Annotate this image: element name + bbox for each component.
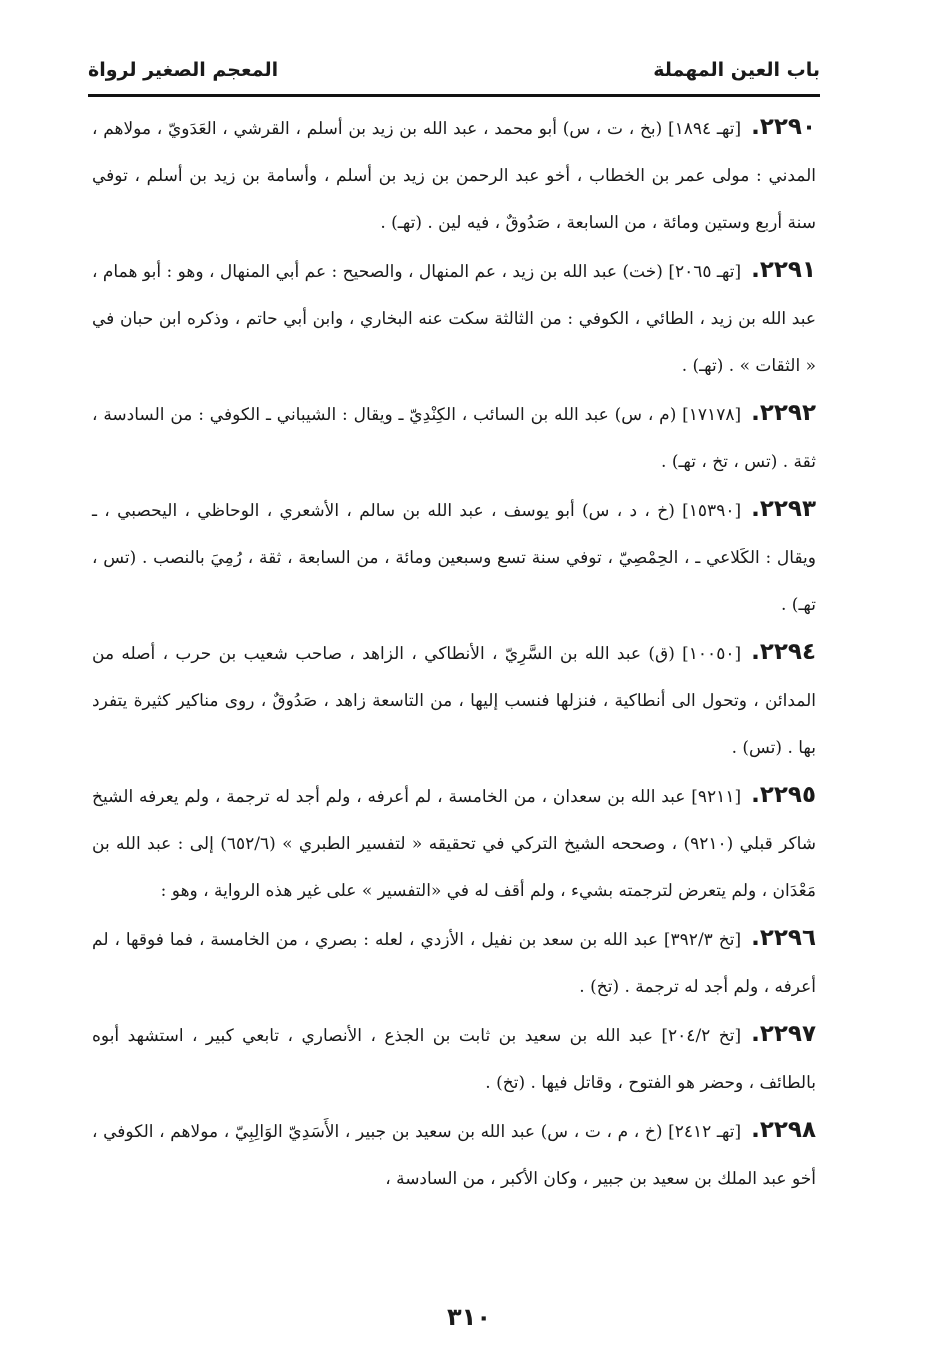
entry-text: [١٠٠٥٠] (ق) عبد الله بن السَّرِيّ ، الأنطاكي ، الزاهد ، صاحب شعيب بن حرب ، أصله من المدائن ، وتحول الى أنطاكية ، فنزلها فنسب إليها ، من التاسعة زاهد ، صَدُوقٌ ، روى مناكير كثيرة يتفرد بها . (تس) . [92,644,816,758]
chapter-title: باب العين المهملة [653,59,820,81]
entry-text: [تهـ ١٨٩٤] (بخ ، ت ، س) أبو محمد ، عبد الله بن زيد بن أسلم ، القرشي ، العَدَويّ ، مولاهم ، المدني : مولى عمر بن الخطاب ، أخو عبد الرحمن بن زيد بن أسلم ، وأسامة بن زيد بن أسلم ، توفي سنة أربع وستين ومائة ، من السابعة ، صَدُوقٌ ، فيه لين . (تهـ) . [92,119,816,233]
entry-2294 [92,629,816,772]
entry-number: ٢٢٩٦. [751,925,817,951]
entry-2296 [92,915,816,1011]
entry-number: ٢٢٩٣. [751,496,816,522]
entry-number: ٢٢٩١. [751,257,816,283]
entries-body [92,104,816,1203]
entry-2297 [92,1011,816,1107]
entry-2293 [92,486,816,629]
page-number: ٣١٠ [447,1303,491,1331]
entry-number: ٢٢٩٨. [751,1117,816,1143]
entry-text: [١٥٣٩٠] (خ ، د ، س) أبو يوسف ، عبد الله بن سالم ، الأشعري ، الوحاظي ، اليحصبي ، ـ ويقال : الكَلاعي ـ ، الحِمْصِيّ ، توفي سنة تسع وسبعين ومائة ، من السابعة ، ثقة ، رُمِيَ بالنصب . (تس ، تهـ) . [92,501,816,615]
entry-text: [تهـ ٢٠٦٥] (خت) عبد الله بن زيد ، عم المنهال ، والصحيح : عم أبي المنهال ، وهو : أبو همام ، عبد الله بن زيد ، الطائي ، الكوفي : من الثالثة سكت عنه البخاري ، وابن أبي حاتم ، وذكره ابن حبان في « الثقات » . (تهـ) . [92,262,816,376]
entry-text: [تخ ٣٩٢/٣] عبد الله بن سعد بن نفيل ، الأزدي ، لعله : بصري ، من الخامسة ، فما فوقها ، لم أعرفه ، ولم أجد له ترجمة . (تخ) . [92,930,816,997]
entry-text: [تخ ٢٠٤/٢] عبد الله بن سعيد بن ثابت بن الجذع ، الأنصاري ، تابعي كبير ، استشهد أبوه بالطائف ، وحضر هو الفتوح ، وقاتل فيها . (تخ) . [92,1026,816,1093]
header-rule [88,94,820,97]
entry-2298 [92,1107,816,1203]
book-title: المعجم الصغير لرواة [88,59,279,81]
entry-2295 [92,772,816,915]
entry-number: ٢٢٩٥. [751,782,816,808]
entry-2290 [92,104,816,247]
entry-text: [٩٢١١] عبد الله بن سعدان ، من الخامسة ، لم أعرفه ، ولم أجد له ترجمة ، ولم يعرفه الشيخ شاكر قبلي (٩٢١٠) ، وصححه الشيخ التركي في تحقيقه « لتفسير الطبري » (٦٥٢/٦) إلى : عبد الله بن مَعْدَان ، ولم يتعرض لترجمته بشيء ، ولم أقف له في «التفسير » على غير هذه الرواية ، وهو : [92,787,817,901]
entry-text: [١٧١٧٨] (م ، س) عبد الله بن السائب ، الكِنْدِيّ ـ ويقال : الشيباني ـ الكوفي : من السادسة ، ثقة . (تس ، تخ ، تهـ) . [92,405,816,472]
entry-text: [تهـ ٢٤١٢] (خ ، م ، ت ، س) عبد الله بن سعيد بن جبير ، الأَسَدِيّ الوَالِبِيّ ، مولاهم ، الكوفي ، أخو عبد الملك بن سعيد بن جبير ، وكان الأكبر ، من السادسة ، [92,1122,816,1189]
entry-number: ٢٢٩٤. [751,639,816,665]
entry-2291 [92,247,816,390]
entry-number: ٢٢٩٧. [751,1021,816,1047]
entry-number: ٢٢٩٢. [751,400,816,426]
entry-number: ٢٢٩٠. [751,114,816,140]
running-header [88,52,820,88]
entry-2292 [92,390,816,486]
